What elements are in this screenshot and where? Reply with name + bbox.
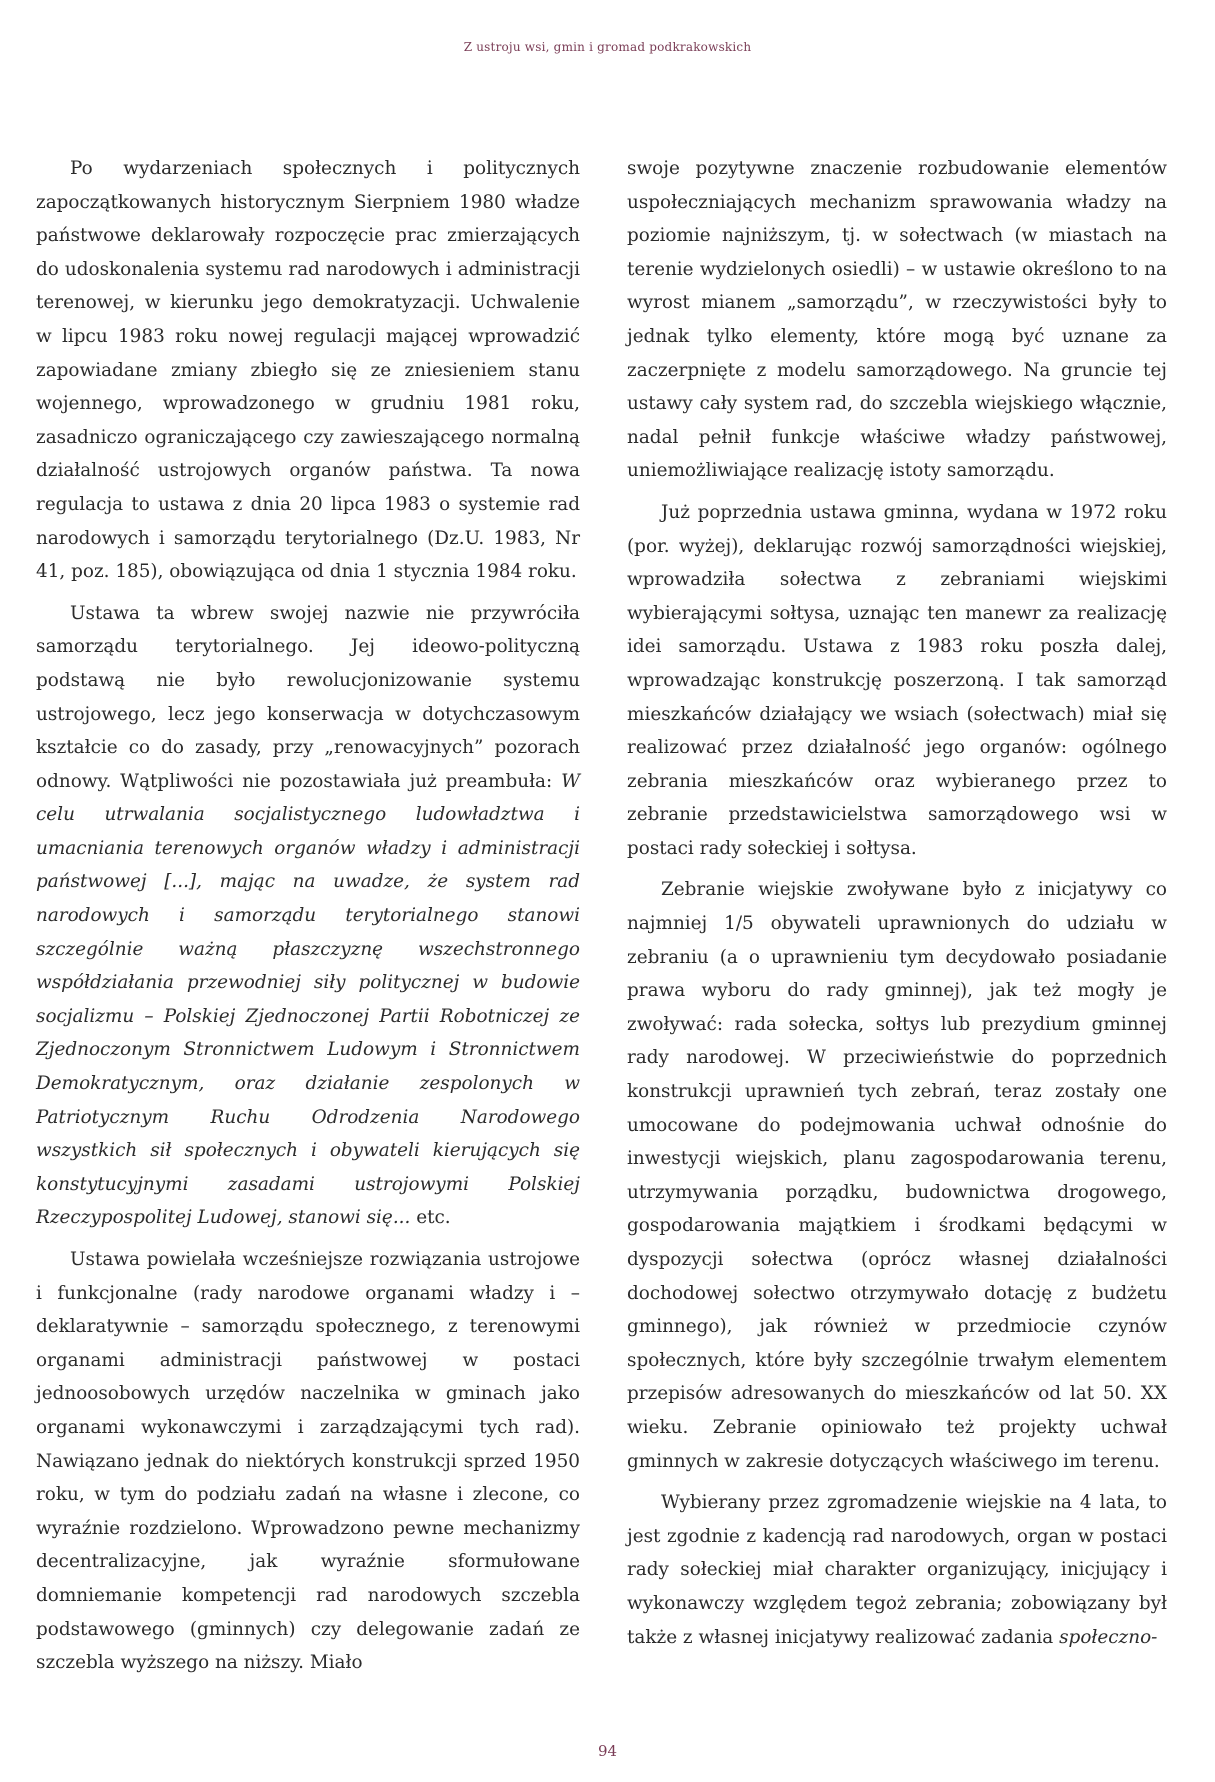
right-column — [627, 152, 1167, 1648]
right-paragraph-4 — [627, 1486, 1167, 1654]
page-number: 94 — [597, 1742, 618, 1760]
running-head: Z ustroju wsi, gmin i gromad podkrakowskich — [463, 40, 752, 54]
left-paragraph-2 — [36, 597, 580, 1235]
right-paragraph-4-italic: społeczno- — [1059, 1626, 1158, 1648]
left-paragraph-3: Ustawa powielała wcześniejsze rozwiązania ustrojowe i funkcjonalne (rady narodowe organami władzy i – deklaratywnie – samorządu społecznego, z terenowymi organami administracji państwowej w postaci jednoosobowych urzędów naczelnika w gminach jako organami wykonawczymi i zarządzającymi tych rad). Nawiązano jednak do niektórych konstrukcji sprzed 1950 roku, w tym do podziału zadań na własne i zlecone, co wyraźnie rozdzielono. Wprowadzono pewne mechanizmy decentralizacyjne, jak wyraźnie sformułowane domniemanie kompetencji rad narodowych szczebla podstawowego (gminnych) czy delegowanie zadań ze szczebla wyższego na niższy. Miało — [36, 1249, 580, 1674]
left-column — [36, 152, 580, 1674]
left-paragraph-1: Po wydarzeniach społecznych i politycznych zapoczątkowanych historycznym Sierpniem 1980 władze państwowe deklarowały rozpoczęcie prac zmierzających do udoskonalenia systemu rad narodowych i administracji terenowej, w kierunku jego demokratyzacji. Uchwalenie w lipcu 1983 roku nowej regulacji mającej wprowadzić zapowiadane zmiany zbiegło się ze zniesieniem stanu wojennego, wprowadzonego w grudniu 1981 roku, zasadniczo ograniczającego czy zawieszającego normalną działalność ustrojowych organów państwa. Ta nowa regulacja to ustawa z dnia 20 lipca 1983 o systemie rad narodowych i samorządu terytorialnego (Dz.U. 1983, Nr 41, poz. 185), obowiązująca od dnia 1 stycznia 1984 roku. — [36, 158, 580, 583]
right-paragraph-1: swoje pozytywne znaczenie rozbudowanie elementów uspołeczniających mechanizm sprawowania władzy na poziomie najniższym, tj. w sołectwach (w miastach na terenie wydzielonych osiedli) – w ustawie określono to na wyrost mianem „samorządu”, w rzeczywistości były to jednak tylko elementy, które mogą być uznane za zaczerpnięte z modelu samorządowego. Na gruncie tej ustawy cały system rad, do szczebla wiejskiego włącznie, nadal pełnił funkcje właściwe władzy państwowej, uniemożliwiające realizację istoty samorządu. — [627, 158, 1167, 482]
right-paragraph-3: Zebranie wiejskie zwoływane było z inicjatywy co najmniej 1/5 obywateli uprawnionych do udziału w zebraniu (a o uprawnieniu tym decydowało posiadanie prawa wyboru do rady gminnej), jak też mogły je zwoływać: rada sołecka, sołtys lub prezydium gminnej rady narodowej. W przeciwieństwie do poprzednich konstrukcji uprawnień tych zebrań, teraz zostały one umocowane do podejmowania uchwał odnośnie do inwestycji wiejskich, planu zagospodarowania terenu, utrzymywania porządku, budownictwa drogowego, gospodarowania majątkiem i środkami będącymi w dyspozycji sołectwa (oprócz własnej działalności dochodowej sołectwo otrzymywało dotację z budżetu gminnego), jak również w przedmiocie czynów społecznych, które były szczególnie trwałym elementem przepisów adresowanych do mieszkańców od lat 50. XX wieku. Zebranie opiniowało też projekty uchwał gminnych w zakresie dotyczących właściwego im terenu. — [627, 879, 1167, 1472]
left-paragraph-2-text: Ustawa ta wbrew swojej nazwie nie przywróciła samorządu terytorialnego. Jej ideowo-polityczną podstawą nie było rewolucjonizowanie systemu ustrojowego, lecz jego konserwacja w dotychczasowym kształcie co do zasady, przy „renowacyjnych” pozorach odnowy. Wątpliwości nie pozostawiała już preambuła: — [36, 602, 580, 792]
right-paragraph-2: Już poprzednia ustawa gminna, wydana w 1972 roku (por. wyżej), deklarując rozwój samorządności wiejskiej, wprowadziła sołectwa z zebraniami wiejskimi wybierającymi sołtysa, uznając ten manewr za realizację idei samorządu. Ustawa z 1983 roku poszła dalej, wprowadzając konstrukcję poszerzoną. I tak samorząd mieszkańców działający we wsiach (sołectwach) miał się realizować przez działalność jego organów: ogólnego zebrania mieszkańców oraz wybieranego przez to zebranie przedstawicielstwa samorządowego wsi w postaci rady sołeckiej i sołtysa. — [627, 501, 1167, 859]
preamble-quote: W celu utrwalania socjalistycznego ludowładztwa i umacniania terenowych organów władzy i administracji państwowej [...], mając na uwadze, że system rad narodowych i samorządu terytorialnego stanowi szczególnie ważną płaszczyznę wszechstronnego współdziałania przewodniej siły politycznej w budowie socjalizmu – Polskiej Zjednoczonej Partii Robotniczej ze Zjednoczonym Stronnictwem Ludowym i Stronnictwem Demokratycznym, oraz działanie zespolonych w Patriotycznym Ruchu Odrodzenia Narodowego wszystkich sił społecznych i obywateli kierujących się konstytucyjnymi zasadami ustrojowymi Polskiej Rzeczypospolitej Ludowej, stanowi się... — [36, 770, 580, 1229]
left-paragraph-2-tail: etc. — [410, 1207, 451, 1229]
right-paragraph-4-text: Wybierany przez zgromadzenie wiejskie na 4 lata, to jest zgodnie z kadencją rad narodowych, organ w postaci rady sołeckiej miał charakter organizujący, inicjujący i wykonawczy względem tegoż zebrania; zobowiązany był także z własnej inicjatywy realizować zadania — [627, 1492, 1167, 1648]
